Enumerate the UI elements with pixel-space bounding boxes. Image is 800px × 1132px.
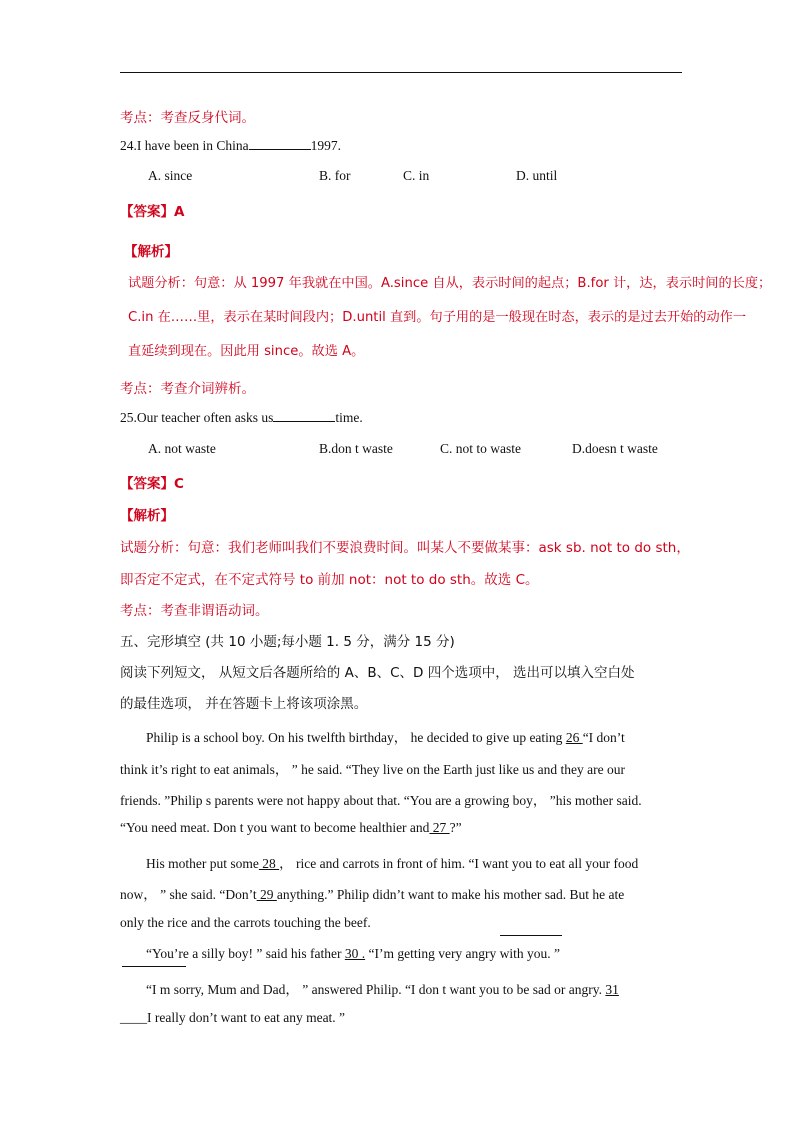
- q25-text: 25.Our teacher often asks us: [120, 410, 274, 425]
- passage-text: “You need meat. Don t you want to become healthier and: [120, 820, 430, 835]
- passage-line-1: [146, 726, 625, 746]
- passage-line-8: [146, 946, 560, 962]
- passage-text: “You’re a silly boy! ” said his father: [146, 946, 345, 961]
- q24-analysis-line-2: C.in 在……里，表示在某时间段内；D.until 直到。句子用的是一般现在时态，表示的是过去开始的动作一: [128, 310, 747, 325]
- passage-line-6: [120, 883, 624, 903]
- q24-option-a[interactable]: A. since: [148, 168, 193, 183]
- passage-text: I really don’t want to eat any meat. ”: [147, 1010, 346, 1025]
- q24-point: 考点：考查介词辨析。: [120, 381, 255, 397]
- blank-30[interactable]: 30 .: [344, 946, 366, 961]
- q24-analysis-title: 【解析】: [124, 244, 178, 260]
- passage-text: “I’m getting very angry with you. ”: [365, 946, 561, 961]
- passage-line-7: only the rice and the carrots touching the beef.: [120, 915, 371, 930]
- blank-27[interactable]: 27: [429, 820, 450, 835]
- q24-option-d[interactable]: D. until: [516, 168, 558, 183]
- section5-instruction-1: 阅读下列短文， 从短文后各题所给的 A、B、C、D 四个选项中， 选出可以填入空白处: [120, 665, 635, 681]
- q25-stem: [120, 409, 363, 426]
- section5-instruction-2: 的最佳选项， 并在答题卡上将该项涂黑。: [120, 696, 368, 712]
- blank-31[interactable]: 31: [605, 982, 619, 997]
- q24-analysis-line-1: 试题分析：句意：从 1997 年我就在中国。A.since 自从，表示时间的起点；B.for 计，达，表示时间的长度；: [128, 276, 772, 291]
- passage-line-5: [146, 852, 638, 872]
- q25-answer: 【答案】C: [120, 476, 184, 492]
- passage-line-10: [120, 1010, 345, 1026]
- passage-text: “I don’t: [582, 730, 625, 745]
- passage-line-9: [146, 978, 619, 998]
- passage-text: “I m sorry, Mum and Dad， ” answered Philip. “I don t want you to be sad or angry.: [146, 982, 606, 997]
- blank-29[interactable]: 29: [256, 887, 277, 902]
- q25-point: 考点：考查非谓语动词。: [120, 603, 269, 619]
- floating-rule: [500, 935, 562, 936]
- passage-line-2: think it’s right to eat animals， ” he said. “They live on the Earth just like us and they are our: [120, 762, 625, 777]
- passage-line-3: friends. ”Philip s parents were not happy about that. “You are a growing boy， ”his mother said.: [120, 793, 642, 808]
- q24-after: 1997.: [310, 138, 341, 153]
- q25-option-d[interactable]: D.doesn t waste: [572, 441, 658, 456]
- q24-option-b[interactable]: B. for: [319, 168, 351, 183]
- q24-blank[interactable]: [249, 137, 311, 150]
- passage-text: ， rice and carrots in front of him. “I want you to eat all your food: [279, 856, 639, 871]
- passage-text: His mother put some: [146, 856, 259, 871]
- floating-rule: [122, 966, 186, 967]
- passage-text: Philip is a school boy. On his twelfth birthday， he decided to give up eating: [146, 730, 566, 745]
- passage-text: ?”: [449, 820, 462, 835]
- passage-text: anything.” Philip didn’t want to make his mother sad. But he ate: [276, 887, 625, 902]
- q24-answer: 【答案】A: [120, 204, 185, 220]
- q25-option-a[interactable]: A. not waste: [148, 441, 216, 456]
- q25-blank[interactable]: [273, 409, 335, 422]
- q24-option-c[interactable]: C. in: [403, 168, 430, 183]
- q25-after: time.: [335, 410, 363, 425]
- q24-analysis-line-3: 直延续到现在。因此用 since。故选 A。: [128, 344, 365, 359]
- q25-option-c[interactable]: C. not to waste: [440, 441, 521, 456]
- header-rule: [120, 72, 682, 73]
- blank-28[interactable]: 28: [258, 856, 280, 871]
- passage-line-4: [120, 820, 462, 836]
- q25-option-b[interactable]: B.don t waste: [319, 441, 393, 456]
- q24-stem: [120, 137, 341, 154]
- section5-heading: 五、完形填空 (共 10 小题;每小题 1. 5 分，满分 15 分): [120, 634, 455, 650]
- blank-26[interactable]: 26: [565, 730, 583, 745]
- q25-analysis-line-2: 即否定不定式，在不定式符号 to 前加 not：not to do sth。故选 C。: [120, 572, 539, 588]
- q25-analysis-line-1: 试题分析：句意：我们老师叫我们不要浪费时间。叫某人不要做某事：ask sb. not to do sth，: [120, 540, 690, 556]
- q24-text: 24.I have been in China: [120, 138, 249, 153]
- blank-31-underline[interactable]: ____: [120, 1010, 147, 1025]
- passage-text: now， ” she said. “Don’t: [120, 887, 257, 902]
- q23-point: 考点：考查反身代词。: [120, 110, 255, 126]
- q25-analysis-title: 【解析】: [120, 508, 174, 524]
